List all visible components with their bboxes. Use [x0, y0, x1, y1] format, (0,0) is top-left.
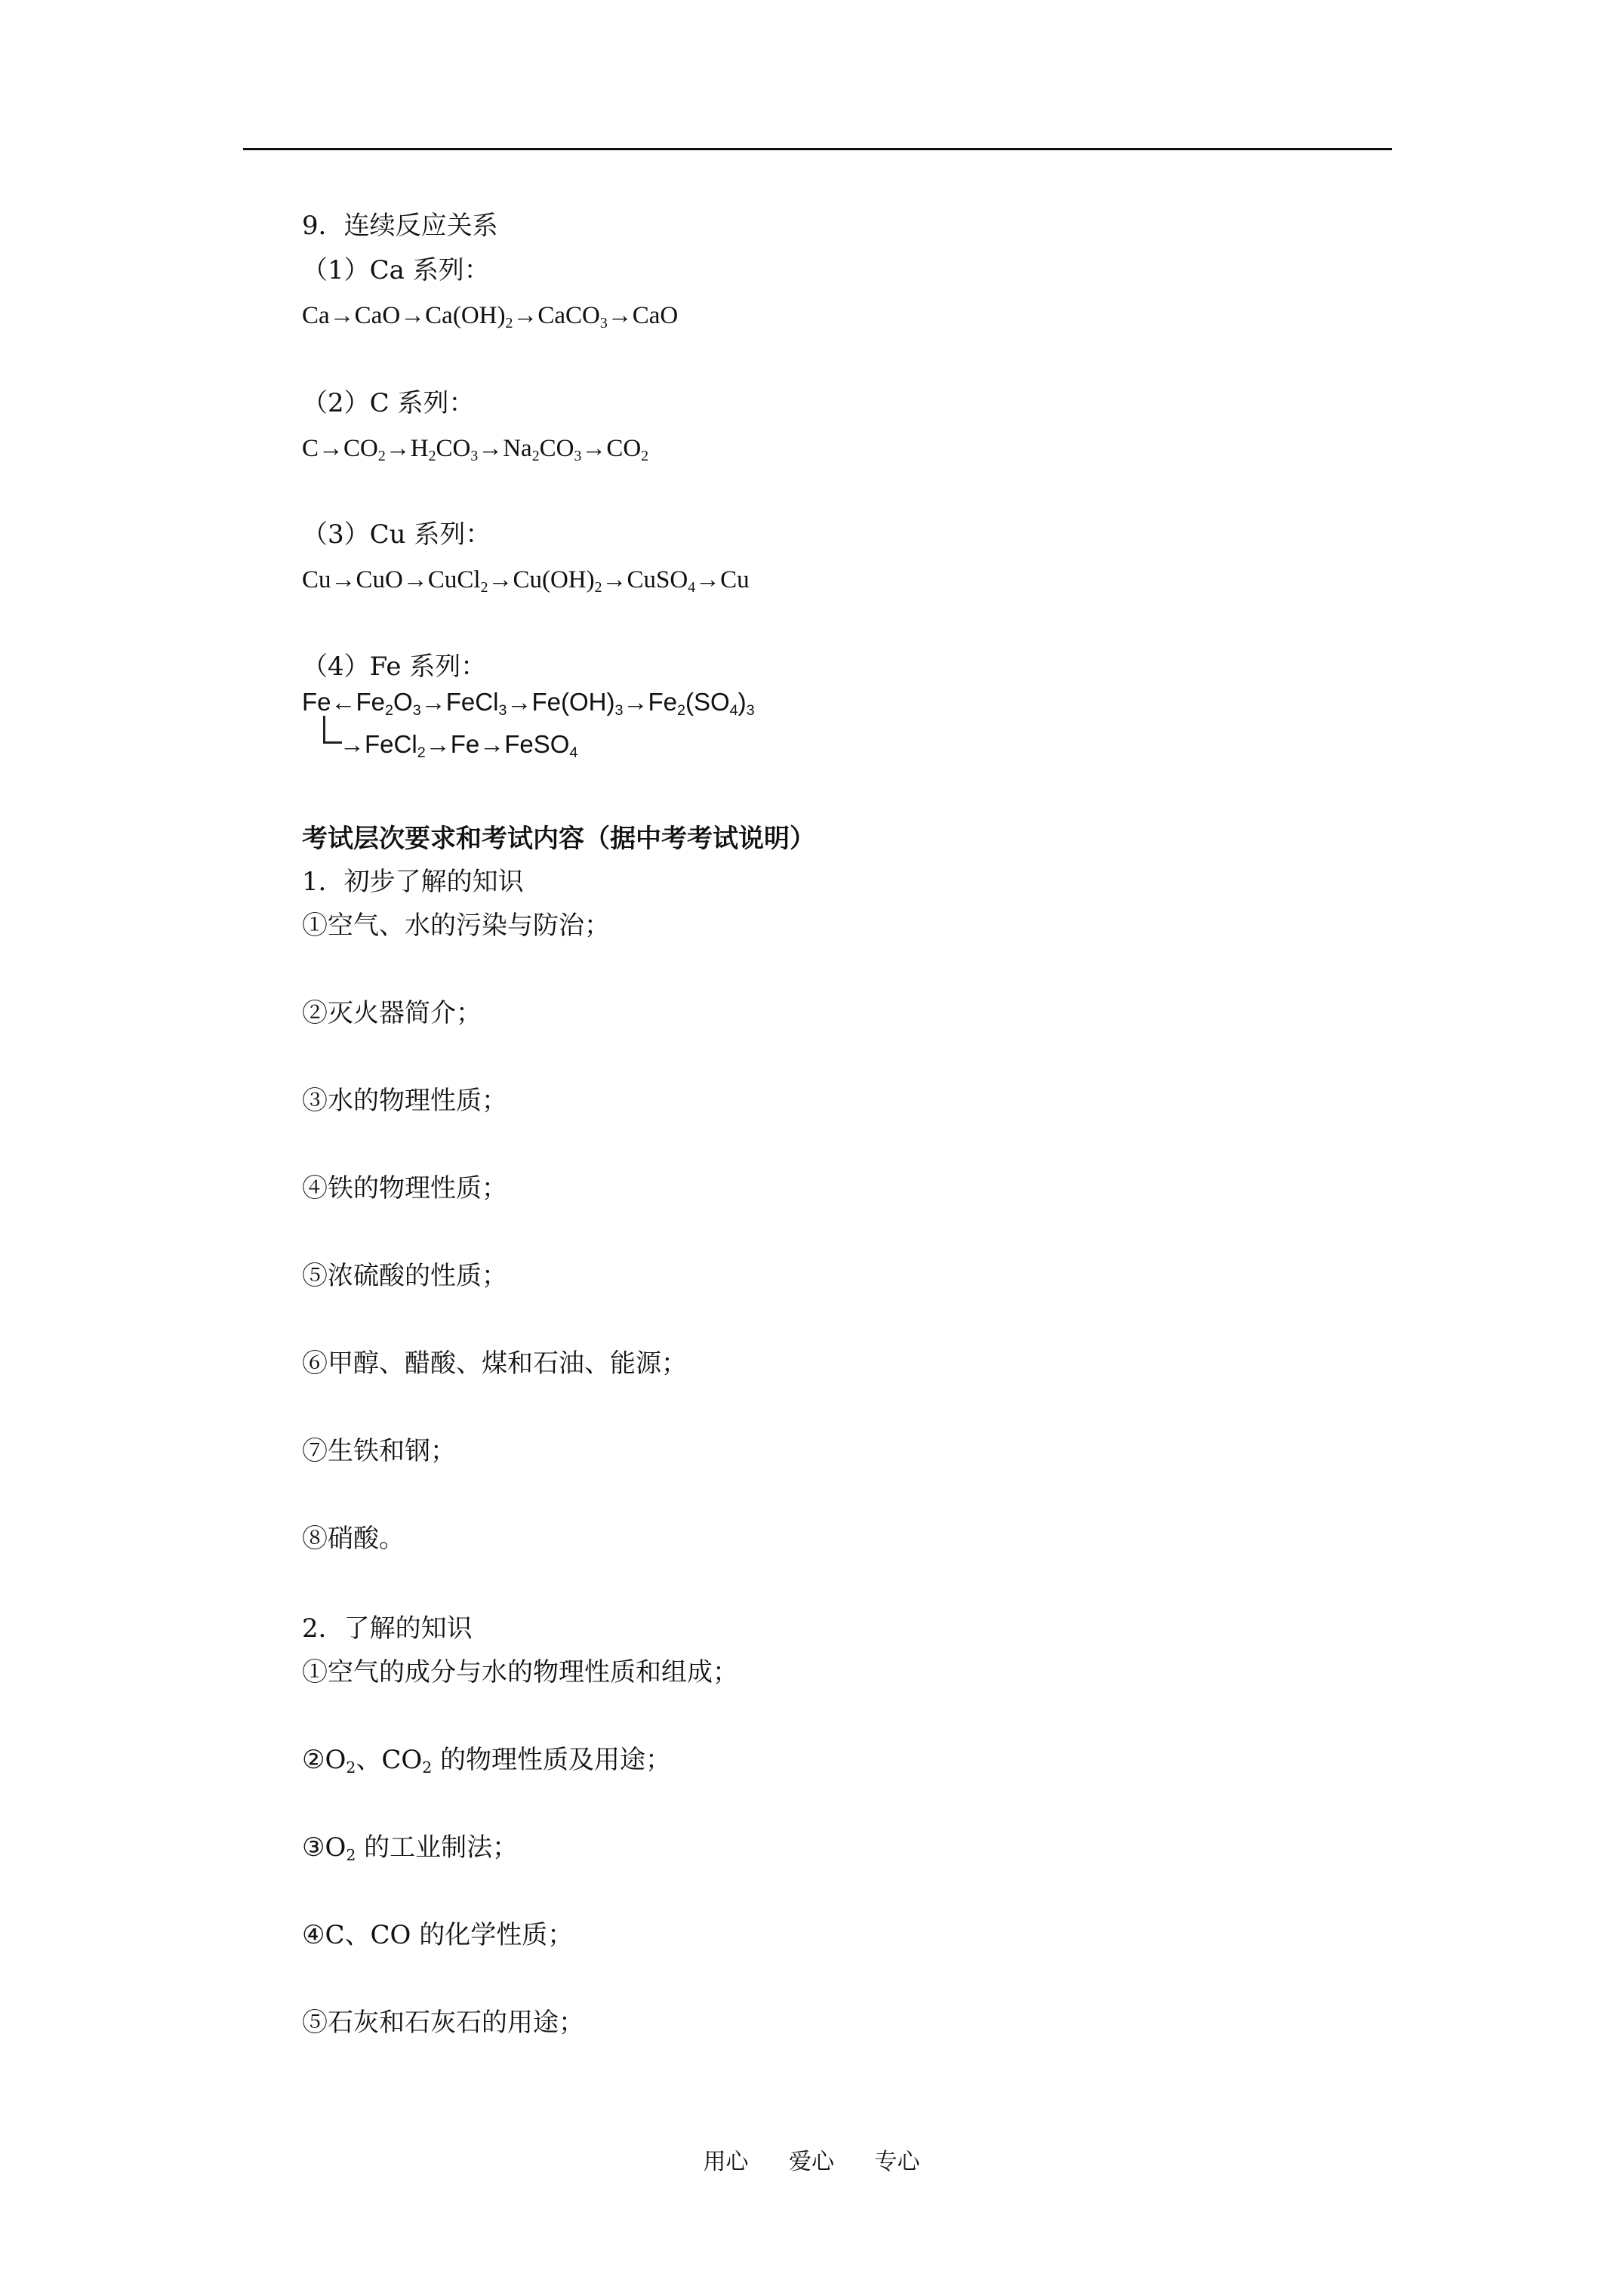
ca-series-label: （1）Ca 系列：	[302, 255, 490, 285]
c-series-label: （2）C 系列：	[302, 388, 475, 418]
section-title: 9．连续反应关系	[302, 211, 498, 241]
page-footer	[0, 2147, 1623, 2177]
footer-text: 专心	[874, 2149, 920, 2175]
header-rule	[243, 148, 1392, 150]
part2-item: $③O_2$ 的工业制法；	[302, 1832, 519, 1865]
part1-item: ⑤浓硫酸的性质；	[302, 1261, 507, 1291]
fe-series-row2: →FeCl$_2$→Fe→FeSO$_4$	[340, 730, 578, 761]
fe-series-label: （4）Fe 系列：	[302, 652, 487, 682]
part1-item: ①空气、水的污染与防治；	[302, 911, 610, 941]
part2-item: ①空气的成分与水的物理性质和组成；	[302, 1657, 738, 1687]
part2-item: ⑤石灰和石灰石的用途；	[302, 2008, 584, 2038]
part1-item: ⑦生铁和钢；	[302, 1436, 456, 1466]
fe-series-row1: $Fe\leftarrow Fe_2O_3\to FeCl_3\to Fe(OH)_3\to Fe_2(SO_4)_3$	[302, 688, 755, 719]
part1-item: ②灭火器简介；	[302, 998, 482, 1028]
part2-title: 2．了解的知识	[302, 1613, 473, 1644]
part1-item: ⑥甲醇、醋酸、煤和石油、能源；	[302, 1348, 687, 1379]
part1-item: ③水的物理性质；	[302, 1086, 507, 1116]
part2-item: $②O_2$、$CO_2$ 的物理性质及用途；	[302, 1745, 672, 1777]
exam-heading: 考试层次要求和考试内容（据中考考试说明）	[302, 824, 815, 854]
footer-text: 用心	[703, 2149, 749, 2175]
c-series-chain: $C\to CO_2\to H_2CO_3\to Na_2CO_3\to CO_2$	[302, 435, 649, 464]
ca-series-chain: $Ca\to CaO\to Ca(OH)_2\to CaCO_3\to CaO$	[302, 302, 679, 331]
part1-title: 1．初步了解的知识	[302, 867, 524, 897]
part1-item: ⑧硝酸。	[302, 1524, 405, 1554]
cu-series-label: （3）Cu 系列：	[302, 519, 491, 550]
cu-series-chain: $Cu\to CuO\to CuCl_2\to Cu(OH)_2\to CuSO_4\to Cu$	[302, 566, 750, 596]
part2-item: ④C、CO 的化学性质；	[302, 1920, 574, 1950]
footer-text: 爱心	[789, 2149, 834, 2175]
part1-item: ④铁的物理性质；	[302, 1173, 507, 1203]
